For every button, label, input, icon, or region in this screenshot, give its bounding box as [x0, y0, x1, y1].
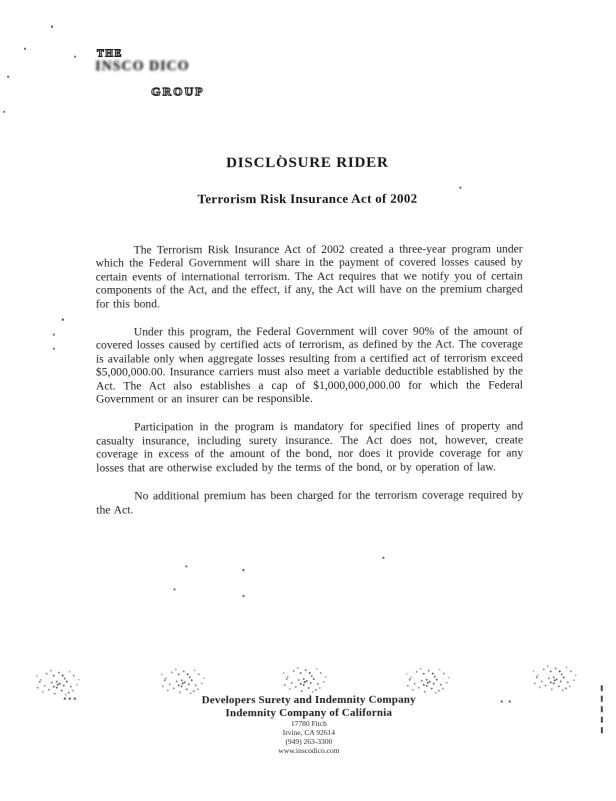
paragraph-4: No additional premium has been charged for the terrorism coverage required by the Act.: [96, 488, 524, 517]
document-title: DISCLOSURE RIDER: [226, 154, 389, 172]
document-subtitle: Terrorism Risk Insurance Act of 2002: [197, 190, 418, 207]
scan-noise-blob: [181, 679, 183, 681]
document-body: [96, 242, 524, 531]
footer-company-name-2: Indemnity Company of California: [225, 706, 393, 719]
scan-noise-blob: [56, 681, 58, 683]
paragraph-2: Under this program, the Federal Government will cover 90% of the amount of covered losses caused by certified acts of terrorism, as defined by the Act. The coverage is available only when aggregate losses resulting from a certified act of terrorism exceed $5,000,000.00. Insurance carriers must also meet a variable deductible established by the Act. The Act also establishes a cap of $1,000,000,000.00 for which the Federal Government or an insurer can be responsible.: [95, 324, 523, 406]
logo-text-insco-dico: INSCO DICO: [95, 59, 190, 75]
logo-text-the: THE: [97, 48, 123, 60]
paragraph-1: The Terrorism Risk Insurance Act of 2002 created a three-year program under which the Federal Government will share in the payment of covered losses caused by certain events of international terrorism. The Act requires that we notify you of certain components of the Act, and the effect, if any, the Act will have on the premium charged for this bond.: [95, 242, 523, 311]
scan-noise-blob: [553, 676, 555, 678]
company-logo: [95, 48, 221, 104]
footer-address-street: 17780 Fitch: [290, 718, 327, 729]
scan-specks: [51, 26, 53, 28]
paragraph-3: Participation in the program is mandatory for specified lines of property and casualty insurance, including surety insurance. The Act does not, however, create coverage in excess of the amount of the bond, nor does it provide coverage for any losses that are otherwise excluded by the terms of the bond, or by operation of law.: [96, 419, 524, 475]
scan-noise-blob: [426, 679, 428, 681]
footer-website: www.inscodico.com: [278, 745, 340, 756]
footer-phone: (949) 263-3300: [285, 736, 333, 747]
footer-address-city: Irvine, CA 92614: [282, 727, 336, 738]
scan-noise-blob: [303, 678, 305, 680]
footer-company-name-1: Developers Surety and Indemnity Company: [201, 693, 416, 707]
logo-text-group: GROUP: [151, 84, 205, 99]
footer-company-block: [1, 693, 616, 756]
